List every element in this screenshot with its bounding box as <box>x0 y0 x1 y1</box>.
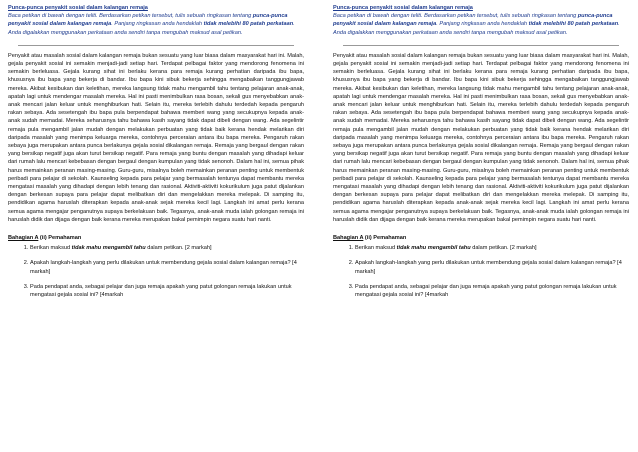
section-subtitle: (ii) Pemahaman <box>364 235 407 242</box>
question-list <box>333 244 629 299</box>
instructions <box>8 12 304 37</box>
section-label: Bahagian A <box>333 235 364 242</box>
instruction-part: . Anda digalakkan menggunakan perkataan anda sendiri tanpa mengubah maksud asal petikan. <box>333 21 620 36</box>
instruction-limit: tidak melebihi 80 patah perkataan <box>528 21 619 28</box>
question-text: Berikan maksud <box>355 245 397 252</box>
instruction-part: . Anda digalakkan menggunakan perkataan anda sendiri tanpa mengubah maksud asal petikan. <box>8 21 295 36</box>
right-page <box>333 4 629 306</box>
question-phrase: tidak mahu mengambil tahu <box>71 245 146 252</box>
passage-text: Penyakit atau masalah sosial dalam kalangan remaja bukan sesuatu yang luar biasa dalam masyarakat hari ini. Malah, gejala penyakit sosial ini semakin menjadi-jadi setiap hari. Terdapat pelbagai faktor yang mendorong fenomena ini semakin berleluasa. Gejala kurang sihat ini berlaku kerana para remaja kurang perhatian daripada ibu bapa, khususnya ibu bapa yang bekerja di bandar. Ibu bapa kini sibuk bekerja sehingga mengabaikan tanggungjawab mereka. Akibat kesibukan dan keletihan, mereka langsung tidak mahu mengambil tahu tentang pelajaran anak-anak, apatah lagi untuk mendengar masalah mereka. Hal ini pasti menimbulkan rasa bosan, sekali gus menyebabkan anak-anak mencari jalan keluar untuk menghiburkan hati. Selain itu, mereka terlebih dahulu terdedah kepada pengaruh rakan sebaya. Ada sesetengah ibu bapa pula berpendapat bahawa memberi wang yang secukupnya kepada anak-anak sudah memadai. Mereka seharusnya tahu bahawa kasih sayang tidak dapat dibeli dengan wang. Ada segelintir remaja pula mengambil jalan mudah dengan melakukan perbuatan yang tidak baik kerana hendak melarikan diri daripada masalah yang menimpa keluarga mereka, contohnya perceraian antara ibu bapa mereka. Pengaruh rakan sebaya juga merupakan antara punca berlakunya gejala sosial dikalangan remaja. Remaja yang bergaul dengan rakan yang bersikap negatif juga akan turut bersikap negatif. Para remaja yang buntu dengan masalah yang dihadapi keluar dari rumah lalu mencari kebebasan dengan bergaul dengan kumpulan yang tidak senonoh. Dalam hal ini, semua pihak harus memainkan peranan masing-masing. Guru-guru, misalnya boleh memainkan peranan penting untuk membentuk peribadi para pelajar di sekolah. Kaunseling kepada para pelajar yang bermasalah tentunya dapat membantu mereka mengatasi masalah yang dihadapi dengan lebih tenang dan rasional. Aktiviti-aktiviti kokurikulum juga patut dijalankan dengan berkesan supaya para pelajar dapat melibatkan diri dan mengelakkan mereka melepak. Di samping itu, pendidikan agama haruslah diterapkan kepada anak-anak sejak mereka kecil lagi. Langkah ini amat perlu kerana semua agama mengajar penganutnya supaya berkelakuan baik. Tegasnya, anak-anak muda ialah golongan remaja ini haruslah didik dan dijaga dengan baik kerana mereka merupakan bakal pemimpin negara suatu hari nanti. <box>8 52 304 223</box>
instruction-part: Baca petikan di bawah dengan teliti. Berdasarkan petikan tersebut, tulis sebuah ringkasan tentang <box>333 13 578 20</box>
passage-text: Penyakit atau masalah sosial dalam kalangan remaja bukan sesuatu yang luar biasa dalam masyarakat hari ini. Malah, gejala penyakit sosial ini semakin menjadi-jadi setiap hari. Terdapat pelbagai faktor yang mendorong fenomena ini semakin berleluasa. Gejala kurang sihat ini berlaku kerana para remaja kurang perhatian daripada ibu bapa, khususnya ibu bapa yang bekerja di bandar. Ibu bapa kini sibuk bekerja sehingga mengabaikan tanggungjawab mereka. Akibat kesibukan dan keletihan, mereka langsung tidak mahu mengambil tahu tentang pelajaran anak-anak, apatah lagi untuk mendengar masalah mereka. Hal ini pasti menimbulkan rasa bosan, sekali gus menyebabkan anak-anak mencari jalan keluar untuk menghiburkan hati. Selain itu, mereka terlebih dahulu terdedah kepada pengaruh rakan sebaya. Ada sesetengah ibu bapa pula berpendapat bahawa memberi wang yang secukupnya kepada anak-anak sudah memadai. Mereka seharusnya tahu bahawa kasih sayang tidak dapat dibeli dengan wang. Ada segelintir remaja pula mengambil jalan mudah dengan melakukan perbuatan yang tidak baik kerana hendak melarikan diri daripada masalah yang menimpa keluarga mereka, contohnya perceraian antara ibu bapa mereka. Pengaruh rakan sebaya juga merupakan antara punca berlakunya gejala sosial dikalangan remaja. Remaja yang bergaul dengan rakan yang bersikap negatif juga akan turut bersikap negatif. Para remaja yang buntu dengan masalah yang dihadapi keluar dari rumah lalu mencari kebebasan dengan bergaul dengan kumpulan yang tidak senonoh. Dalam hal ini, semua pihak harus memainkan peranan masing-masing. Guru-guru, misalnya boleh memainkan peranan penting untuk membentuk peribadi para pelajar di sekolah. Kaunseling kepada para pelajar yang bermasalah tentunya dapat membantu mereka mengatasi masalah yang dihadapi dengan lebih tenang dan rasional. Aktiviti-aktiviti kokurikulum juga patut dijalankan dengan berkesan supaya para pelajar dapat melibatkan diri dan mengelakkan mereka melepak. Di samping itu, pendidikan agama haruslah diterapkan kepada anak-anak sejak mereka kecil lagi. Langkah ini amat perlu kerana semua agama mengajar penganutnya supaya berkelakuan baik. Tegasnya, anak-anak muda ialah golongan remaja ini haruslah didik dan dijaga dengan baik kerana mereka merupakan bakal pemimpin negara suatu hari nanti. <box>333 52 629 223</box>
instruction-topic: punca-punca penyakit sosial dalam kalangan remaja <box>8 13 288 28</box>
section-heading <box>333 234 629 242</box>
section-heading <box>8 234 304 242</box>
left-page <box>8 4 304 306</box>
question-list <box>8 244 304 299</box>
section-subtitle: (ii) Pemahaman <box>39 235 82 242</box>
question-text: dalam petikan. [2 markah] <box>470 245 537 252</box>
question-2: 2. Apakah langkah-langkah yang perlu dilakukan untuk membendung gejala sosial dalam kalangan remaja? [4 markah] <box>30 259 304 275</box>
question-phrase: tidak mahu mengambil tahu <box>396 245 471 252</box>
passage-title: Punca-punca penyakit sosial dalam kalangan remaja <box>333 5 473 11</box>
section-label: Bahagian A <box>8 235 39 242</box>
instruction-part: Baca petikan di bawah dengan teliti. Berdasarkan petikan tersebut, tulis sebuah ringkasan tentang <box>8 13 253 20</box>
instruction-limit: tidak melebihi 80 patah perkataan <box>203 21 294 28</box>
instruction-part: . Panjang ringkasan anda hendaklah <box>436 21 529 28</box>
divider <box>18 39 294 46</box>
question-text: dalam petikan. [2 markah] <box>145 245 212 252</box>
question-3: 3. Pada pendapat anda, sebagai pelajar dan juga remaja apakah yang patut golongan remaja lakukan untuk mengatasi gejala sosial ini? [4markah <box>30 283 304 299</box>
question-text: Berikan maksud <box>30 245 72 252</box>
question-1 <box>30 244 304 252</box>
divider <box>343 39 619 46</box>
question-3: 3. Pada pendapat anda, sebagai pelajar dan juga remaja apakah yang patut golongan remaja lakukan untuk mengatasi gejala sosial ini? [4markah <box>355 283 629 299</box>
instruction-part: . Panjang ringkasan anda hendaklah <box>111 21 204 28</box>
question-2: 2. Apakah langkah-langkah yang perlu dilakukan untuk membendung gejala sosial dalam kalangan remaja? [4 markah] <box>355 259 629 275</box>
instruction-topic: punca-punca penyakit sosial dalam kalangan remaja <box>333 13 613 28</box>
passage-title: Punca-punca penyakit sosial dalam kalangan remaja <box>8 5 148 11</box>
question-1 <box>355 244 629 252</box>
instructions <box>333 12 629 37</box>
